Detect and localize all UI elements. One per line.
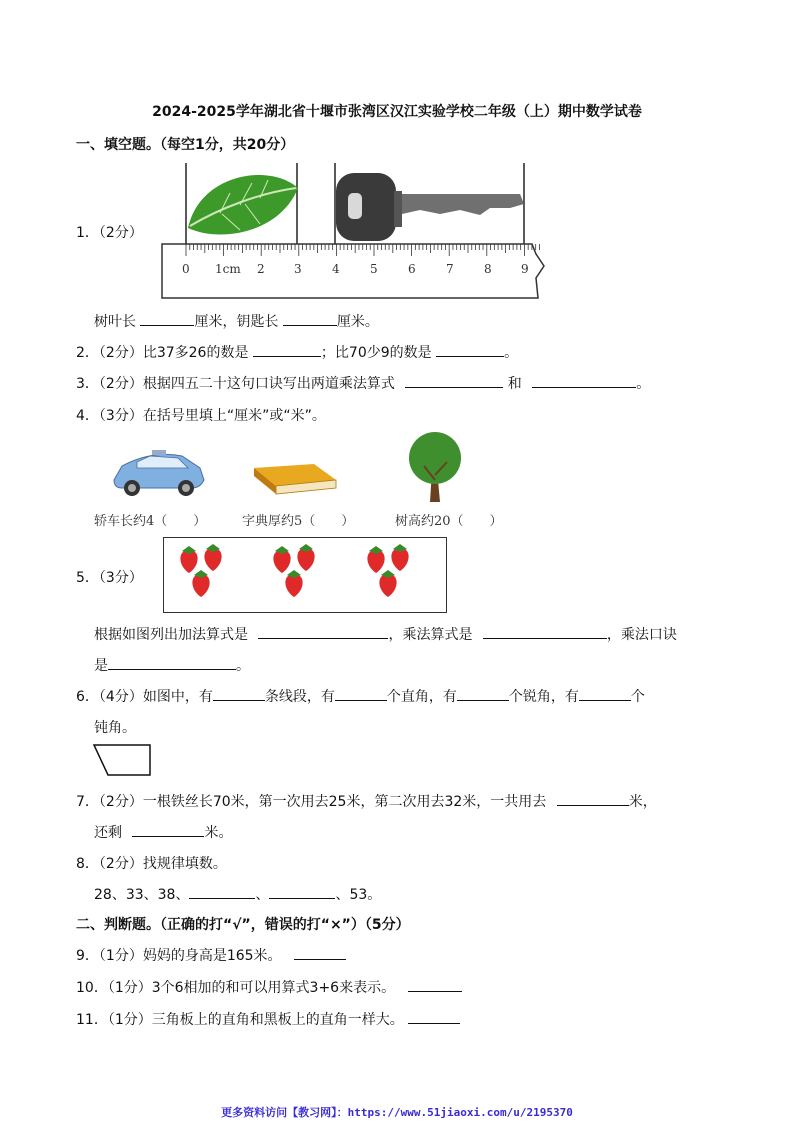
q5-line-1 <box>94 624 677 644</box>
q5-line-2 <box>94 655 250 675</box>
q1-number: 1．（2分） <box>76 225 143 241</box>
q4-figure <box>92 430 512 530</box>
strawberry-icon <box>391 544 408 571</box>
strawberry-icon <box>285 570 302 597</box>
q6-text-cont: 钝角。 <box>94 720 136 736</box>
answer-blank[interactable] <box>258 624 388 639</box>
ruler-label: 3 <box>294 262 302 276</box>
answer-blank[interactable] <box>457 686 509 701</box>
q6-text: 个锐角，有 <box>508 689 579 705</box>
ruler-label: 5 <box>370 262 378 276</box>
car-icon <box>114 450 204 496</box>
answer-blank[interactable] <box>405 373 503 388</box>
answer-blank[interactable] <box>189 884 255 899</box>
answer-blank[interactable] <box>294 945 346 960</box>
answer-blank[interactable] <box>532 373 636 388</box>
q3-text: 3．（2分）根据四五二十这句口诀写出两道乘法算式 <box>76 376 395 392</box>
q1-answer-line <box>94 311 379 331</box>
answer-blank[interactable] <box>140 311 194 326</box>
answer-blank[interactable] <box>579 686 631 701</box>
q7-text: 米。 <box>204 825 233 841</box>
answer-blank[interactable] <box>408 1009 460 1024</box>
q1-text: 树叶长 <box>94 314 136 330</box>
q8-text: 28、33、38、 <box>94 887 190 903</box>
trapezoid-figure <box>92 743 154 777</box>
answer-blank[interactable] <box>283 311 337 326</box>
ruler-label: 8 <box>484 262 492 276</box>
q8-text: 、 <box>255 887 270 903</box>
q8-text: 、53。 <box>335 887 382 903</box>
section-2-heading: 二、判断题。（正确的打“√”，错误的打“×”）（5分） <box>76 917 410 933</box>
q5-text: 。 <box>236 658 250 674</box>
q11-text: 11．（1分）三角板上的直角和黑板上的直角一样大。 <box>76 1012 404 1028</box>
q5-number: 5．（3分） <box>76 570 143 586</box>
question-2 <box>76 342 518 362</box>
ruler-label: 6 <box>408 262 416 276</box>
question-11 <box>76 1009 460 1029</box>
q2-text: 。 <box>504 345 519 361</box>
strawberry-icon <box>367 546 384 573</box>
book-icon <box>254 464 336 494</box>
strawberry-icon <box>192 570 209 597</box>
q8-sequence <box>94 884 381 904</box>
q7-line-2 <box>94 822 232 842</box>
strawberry-box <box>163 537 447 613</box>
question-3 <box>76 373 650 393</box>
leaf-icon <box>188 175 298 234</box>
question-10 <box>76 977 462 997</box>
answer-blank[interactable] <box>557 791 629 806</box>
q2-text: 2．（2分）比37多26的数是 <box>76 345 249 361</box>
answer-blank[interactable] <box>213 686 265 701</box>
q9-text: 9．（1分）妈妈的身高是165米。 <box>76 948 282 964</box>
q2-text: ；比70少9的数是 <box>320 345 432 361</box>
ruler-label: 4 <box>332 262 340 276</box>
question-8: 8．（2分）找规律填数。 <box>76 856 227 872</box>
ruler-label: 1cm <box>215 262 241 276</box>
answer-blank[interactable] <box>436 342 504 357</box>
section-1-heading: 一、填空题。（每空1分，共20分） <box>76 137 295 153</box>
ruler-label: 2 <box>257 262 265 276</box>
page-title: 2024-2025学年湖北省十堰市张湾区汉江实验学校二年级（上）期中数学试卷 <box>152 104 642 120</box>
q5-text: 根据如图列出加法算式是 <box>94 627 248 643</box>
strawberry-icon <box>204 544 221 571</box>
q10-text: 10．（1分）3个6相加的和可以用算式3+6来表示。 <box>76 980 396 996</box>
footer-link[interactable]: 更多资料访问【教习网】：https://www.51jiaoxi.com/u/2195370 <box>221 1106 573 1119</box>
q5-text: ，乘法算式是 <box>388 627 473 643</box>
q6-text: 6．（4分）如图中，有 <box>76 689 213 705</box>
answer-blank[interactable] <box>132 822 204 837</box>
question-4: 4．（3分）在括号里填上“厘米”或“米”。 <box>76 408 326 424</box>
q5-text: ，乘法口诀 <box>606 627 677 643</box>
q6-text: 个 <box>630 689 645 705</box>
q5-text: 是 <box>94 658 108 674</box>
ruler-label: 7 <box>446 262 454 276</box>
q7-text: 7．（2分）一根铁丝长70米，第一次用去25米，第二次用去32米，一共用去 <box>76 794 547 810</box>
key-icon <box>336 173 524 241</box>
q3-text: 和 <box>507 376 522 392</box>
q1-text: 厘米。 <box>336 314 379 330</box>
q1-text: 厘米，钥匙长 <box>194 314 279 330</box>
answer-blank[interactable] <box>408 977 462 992</box>
ruler-label: 9 <box>521 262 529 276</box>
ruler-label: 0 <box>182 262 190 276</box>
ruler-figure <box>160 158 550 303</box>
tree-icon <box>409 432 461 502</box>
strawberry-icon <box>273 546 290 573</box>
answer-blank[interactable] <box>483 624 607 639</box>
q7-text: 还剩 <box>94 825 122 841</box>
caption-book: 字典厚约5（ ） <box>242 514 355 529</box>
strawberry-icon <box>297 544 314 571</box>
q7-text: 米， <box>628 794 657 810</box>
q3-text: 。 <box>636 376 651 392</box>
caption-tree: 树高约20（ ） <box>395 514 503 529</box>
question-6 <box>76 686 645 706</box>
answer-blank[interactable] <box>253 342 321 357</box>
caption-car: 轿车长约4（ ） <box>94 514 207 529</box>
answer-blank[interactable] <box>108 655 236 670</box>
question-9 <box>76 945 346 965</box>
q6-text: 个直角，有 <box>386 689 457 705</box>
q6-text: 条线段，有 <box>264 689 335 705</box>
strawberry-icon <box>180 546 197 573</box>
answer-blank[interactable] <box>269 884 335 899</box>
strawberry-icon <box>379 570 396 597</box>
answer-blank[interactable] <box>335 686 387 701</box>
question-7 <box>76 791 657 811</box>
